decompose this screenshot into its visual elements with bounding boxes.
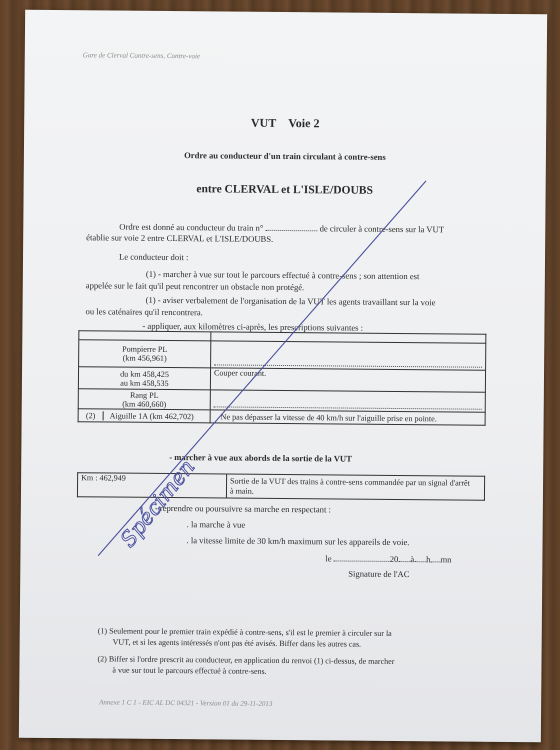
to-km: au km 458,535 [120,378,169,388]
couper-courant: Couper courant. [210,368,485,392]
footnote-2: (2) Biffer si l'ordre prescrit au conducteur, en application du renvoi (1) ci-dessus, de marcher à vue sur tout le parcours effectué à contre-sens. [97,654,395,676]
exit-text-1: Sortie de la VUT des trains à contre-sens commandée par un signal d'arrêt [230,476,470,488]
pompierre-label: Pompierre PL [122,344,168,354]
pompierre-km: (km 456,961) [122,353,167,363]
footer-reference: Annexe 1 C 1 - EIC AL DC 04321 - Version 01 du 29-11-2013 [99,698,273,708]
subtitle: Ordre au conducteur d'un train circulant à contre-sens [184,150,386,162]
marcher-heading: - marcher à vue aux abords de la sortie de la VUT [169,452,352,464]
aiguille-label: Aiguille 1A (km 462,702) [109,410,194,421]
aiguille-action: Ne pas dépasser la vitesse de 40 km/h sur l'aiguille prise en pointe. [210,410,485,425]
item1-line-2: appelée sur le fait qu'il peut rencontrer un obstacle non protégé. [85,280,305,293]
note-2: (2) [79,411,104,420]
header-note: Gare de Clerval Contre-sens, Contre-voie [82,51,201,61]
intro-line-2: établie sur voie 2 entre CLERVAL et L'ISLE/DOUBS. [86,232,274,244]
specimen-handwriting: Spécimen [115,454,200,552]
reprendre: - reprendre ou poursuivre sa marche en respectant : [154,502,331,515]
marche-vue: . la marche à vue [186,519,246,530]
from-km: du km 458,425 [120,369,169,379]
footnote-1: (1) Seulement pour le premier train expédié à contre-sens, s'il est le premier à circuler sur la VUT, et si les agents intéressés n'ont pas été avisés. Biffer dans les autres cas. [97,626,392,649]
item3: - appliquer, aux kilomètres ci-après, les prescriptions suivantes : [142,320,364,333]
document-sheet [19,10,547,743]
item2-line-1: (1) - aviser verbalement de l'organisation de la VUT les agents travaillant sur la voie [145,294,436,308]
title-vut: VUT [250,115,277,130]
conducteur-doit: Le conducteur doit : [118,251,189,263]
title-voie: Voie 2 [288,116,320,131]
rang-km: (km 460,660) [122,399,167,409]
rang-label: Rang PL [130,390,159,400]
item1-line-1: (1) - marcher à vue sur tout le parcours effectué à contre-sens ; son attention est [145,268,420,282]
handwritten-annotation [19,10,547,743]
item2-line-2: ou les caténaires qu'il rencontrera. [85,306,203,318]
vitesse-limite: . la vitesse limite de 30 km/h maximum sur les appareils de voie. [186,535,410,548]
signature-label: Signature de l'AC [348,568,410,580]
exit-km: Km : 462,949 [77,473,226,498]
section-title: entre CLERVAL et L'ISLE/DOUBS [196,183,373,197]
intro-line-1: Ordre est donné au conducteur du train n° de circuler à contre-sens sur la VUT [119,221,445,235]
date-line: le 20 à h mn [325,553,452,565]
exit-text-2: à main. [229,486,254,496]
